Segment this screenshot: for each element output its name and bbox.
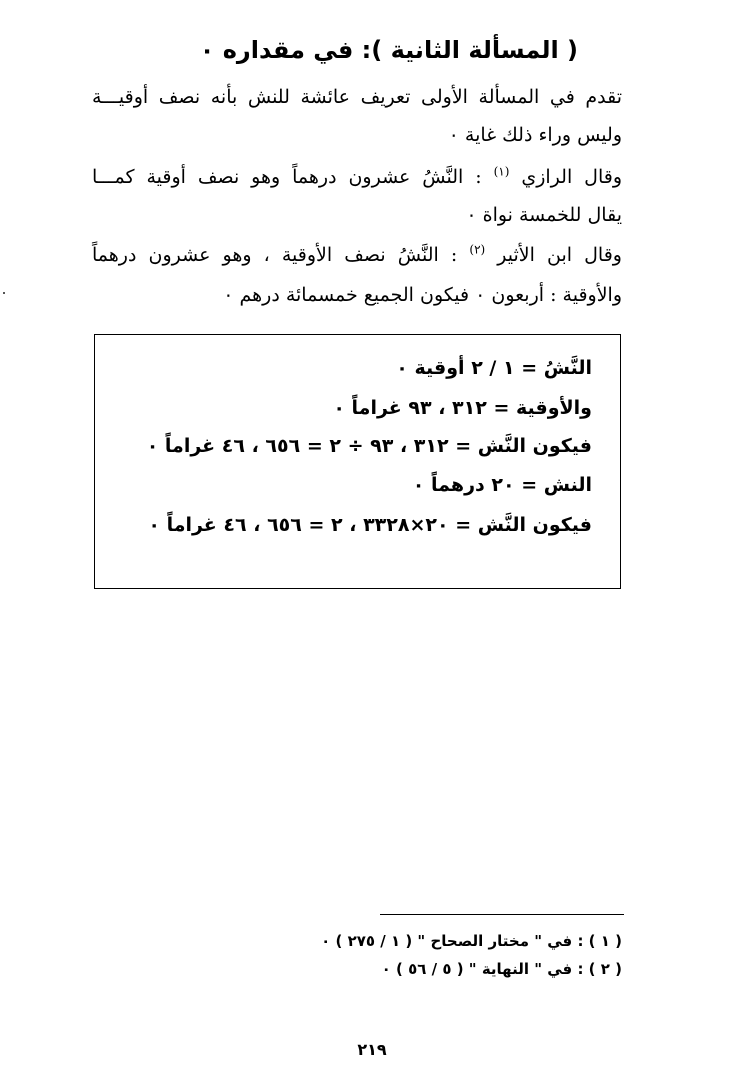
paragraph-3-line-2: والأوقية : أربعون ٠ فيكون الجميع خمسمائة درهم ٠ [223,284,622,306]
paragraph-2-rest-text: : النَّشُ عشرون درهماً وهو نصف أوقية كمـــا [92,166,482,188]
section-heading: ( المسألة الثانية ): في مقداره ٠ [199,36,578,64]
paragraph-1-line-2: وليس وراء ذلك غاية ٠ [448,124,622,146]
paragraph-1-line-1: تقدم في المسألة الأولى تعريف عائشة للنش بأنه نصف أوقيـــة [92,86,622,108]
box-line-3: فيكون النَّش = ٣١٢ ، ٩٣ ÷ ٢ = ٦٥٦ ، ٤٦ غراماً ٠ [146,435,592,457]
box-line-1: النَّشُ = ١ / ٢ أوقية ٠ [396,357,592,379]
footnote-2: ( ٢ ) : في " النهاية " ( ٥ / ٥٦ ) ٠ [381,960,622,978]
box-line-4: النش = ٢٠ درهماً ٠ [412,474,592,496]
scan-speck [3,292,5,294]
box-line-2: والأوقية = ٣١٢ ، ٩٣ غراماً ٠ [333,397,592,419]
paragraph-2-lead-text: وقال الرازي [521,166,622,188]
paragraph-2-line-1 [92,162,622,192]
paragraph-3-rest-text: : النَّشُ نصف الأوقية ، وهو عشرون درهماً [92,244,458,266]
paragraph-2-line-2: يقال للخمسة نواة ٠ [466,204,622,226]
paragraph-3-lead-text: وقال ابن الأثير [497,244,622,266]
footnote-ref-2: (٢) [469,242,486,257]
calculation-box [94,334,621,589]
paragraph-3-line-1 [92,240,622,270]
footnote-ref-1: (١) [493,164,510,179]
box-line-5: فيكون النَّش = ٢٠×٣٣٢٨ ، ٢ = ٦٥٦ ، ٤٦ غراماً ٠ [148,514,592,536]
footnote-divider [380,914,624,915]
footnote-1: ( ١ ) : في " مختار الصحاح " ( ١ / ٢٧٥ ) ٠ [321,932,622,950]
page-number: ٢١٩ [357,1040,387,1059]
